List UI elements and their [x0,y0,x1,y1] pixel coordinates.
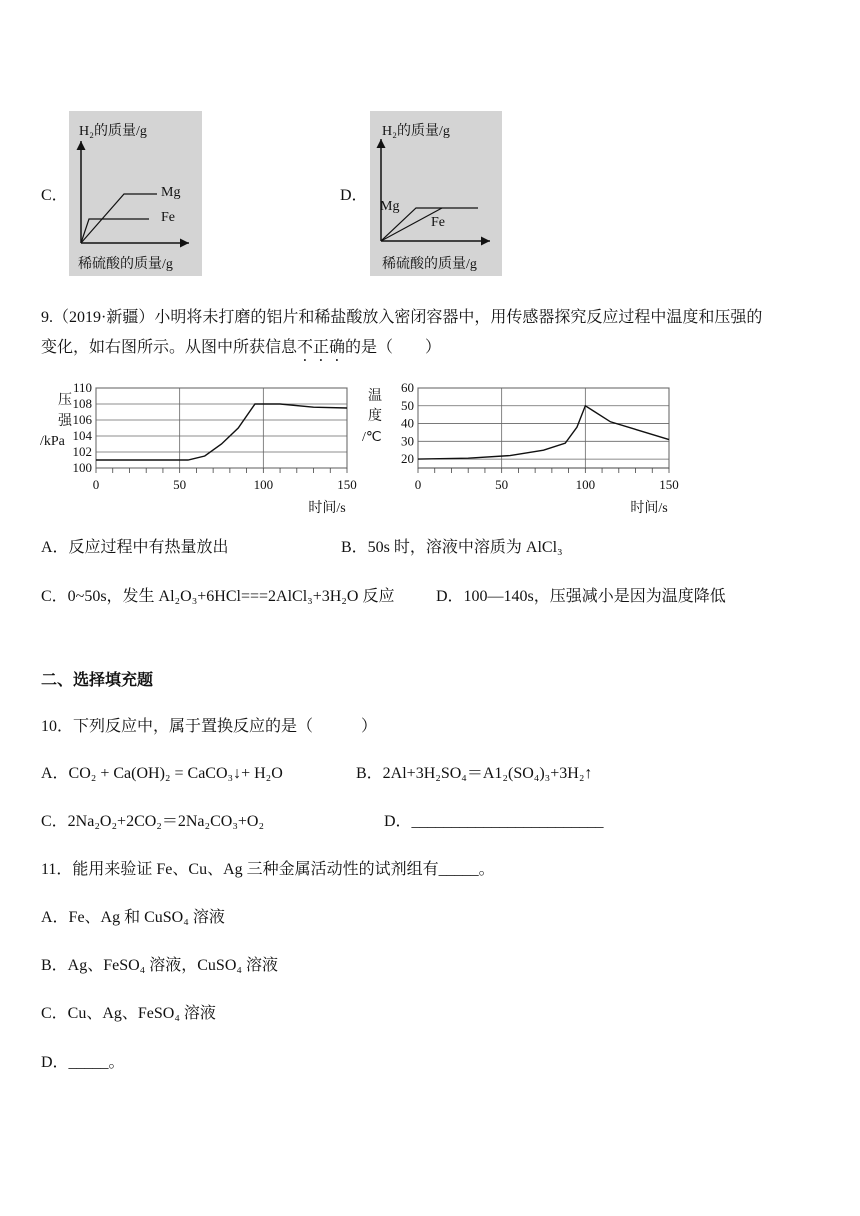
x-tick-label: 150 [659,477,679,492]
y-tick-label: 108 [72,396,92,411]
figure-c-xlabel: 稀硫酸的质量/g [78,257,173,272]
x-tick-label: 150 [337,477,357,492]
q11-option-c: C．Cu、Ag、FeSO₄ 溶液 [41,1005,216,1022]
pressure-chart [40,380,360,520]
y-tick-label: 102 [72,444,92,459]
q10-option-a: A．CO₂ + Ca(OH)₂ = CaCO₃↓+ H₂O [41,765,283,782]
figure-d-xlabel: 稀硫酸的质量/g [382,257,477,272]
y-tick-label: 20 [401,451,414,467]
y-axis-label-char: 强 [58,414,72,429]
y-axis-label-unit: /℃ [362,430,382,445]
y-axis-label-char: 度 [368,409,382,424]
y-axis-label-unit: /kPa [40,434,65,449]
temperature-chart [362,380,682,520]
figure-d-fe-label: Fe [431,215,445,230]
q9-option-b: B．50s 时，溶液中溶质为 AlCl₃ [341,539,563,556]
x-tick-label: 100 [575,477,596,492]
section-title: 二、选择填充题 [41,672,154,689]
figure-d [370,111,502,276]
x-tick-label: 100 [253,477,274,492]
x-tick-label: 50 [173,477,187,492]
y-tick-label: 110 [72,380,92,395]
q9-option-c: C．0~50s，发生 Al₂O₃+6HCl===2AlCl₃+3H₂O 反应 [41,588,395,605]
figure-c-fe-label: Fe [161,210,175,225]
y-tick-label: 104 [72,428,92,443]
y-tick-label: 30 [401,433,414,449]
q9-option-d: D．100—140s，压强减小是因为温度降低 [436,588,726,605]
q10-stem: 10．下列反应中，属于置换反应的是（ ） [41,718,378,735]
x-tick-label: 50 [495,477,509,492]
y-tick-label: 60 [401,380,414,395]
option-c-label: C． [41,187,68,204]
q9-emphasis: 不正确 [297,339,346,356]
q11-stem: 11．能用来验证 Fe、Cu、Ag 三种金属活动性的试剂组有_____。 [41,861,495,878]
q9-stem-line1: 9.（2019·新疆）小明将未打磨的铝片和稀盐酸放入密闭容器中，用传感器探究反应过程中温度和压强的 [41,309,763,326]
y-axis-label-char: 压 [58,393,72,408]
q11-option-b: B．Ag、FeSO₄ 溶液，CuSO₄ 溶液 [41,957,278,974]
figure-c-ylabel: H₂的质量/g [79,124,147,139]
y-tick-label: 106 [72,412,92,427]
x-tick-label: 0 [92,477,100,492]
plot-frame [96,388,347,468]
q9-option-a: A．反应过程中有热量放出 [41,539,229,556]
q9-stem-line2 [41,338,441,365]
figure-d-ylabel: H₂的质量/g [382,124,450,139]
q10-option-b: B．2Al+3H₂SO₄＝A1₂(SO₄)₃+3H₂↑ [356,765,593,782]
y-tick-label: 50 [401,397,414,413]
q9-stem-part-a: 变化，如右图所示。从图中所获信息 [41,339,298,356]
q10-option-d: D．________________________ [384,813,604,830]
x-axis-label: 时间/s [308,501,346,516]
y-axis-label-char: 温 [368,389,382,404]
q11-option-a: A．Fe、Ag 和 CuSO₄ 溶液 [41,909,225,926]
y-tick-label: 40 [401,415,414,431]
y-tick-label: 100 [72,460,92,475]
figure-c-mg-label: Mg [161,185,181,200]
figure-c [69,111,202,276]
q10-option-c: C．2Na₂O₂+2CO₂＝2Na₂CO₃+O₂ [41,813,265,830]
x-tick-label: 0 [414,477,422,492]
option-d-label: D． [340,187,368,204]
q11-option-d: D．_____。 [41,1054,125,1071]
x-axis-label: 时间/s [630,501,668,516]
figure-d-mg-label: Mg [380,199,400,214]
q9-stem-part-c: 的是（ ） [345,339,442,356]
